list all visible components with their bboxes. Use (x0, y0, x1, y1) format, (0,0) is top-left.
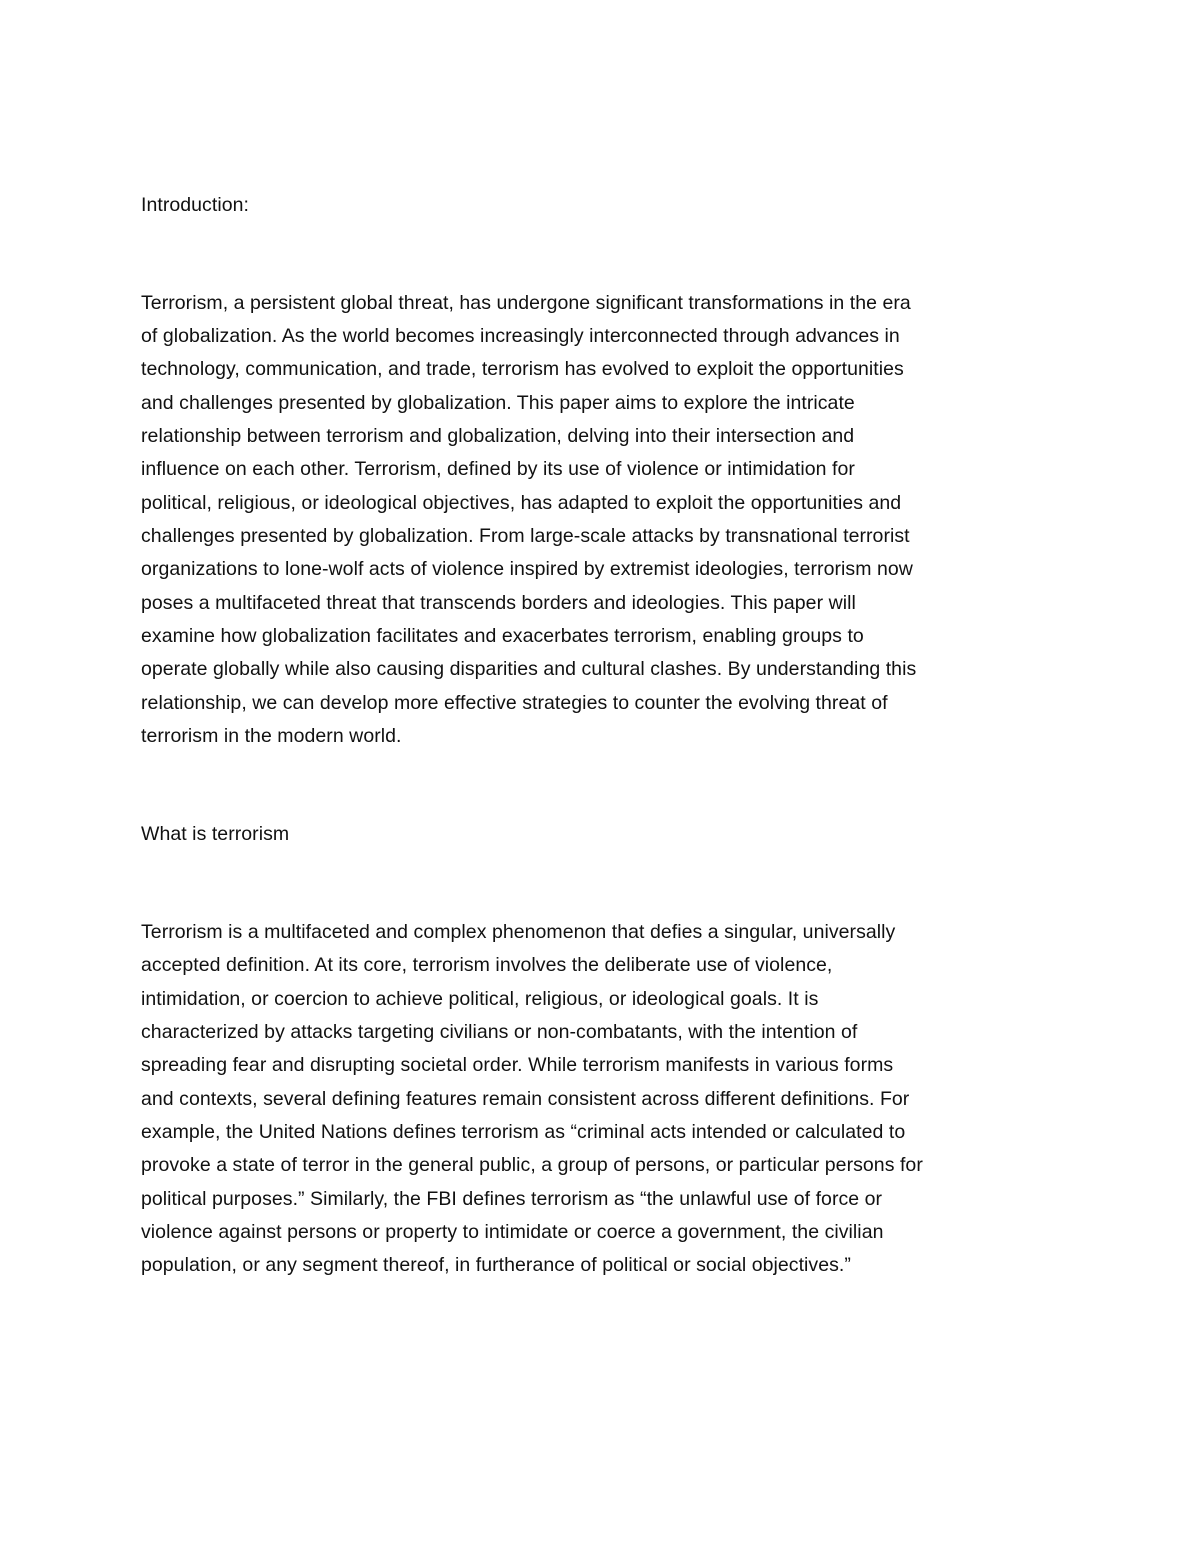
paragraph-line: accepted definition. At its core, terrorism involves the deliberate use of violence, (141, 954, 833, 976)
paragraph-line: examine how globalization facilitates and exacerbates terrorism, enabling groups to (141, 625, 864, 647)
paragraph-line: and contexts, several defining features remain consistent across different definitions. For (141, 1088, 910, 1110)
paragraph-line: operate globally while also causing disparities and cultural clashes. By understanding this (141, 658, 917, 680)
paragraph-line: technology, communication, and trade, terrorism has evolved to exploit the opportunities (141, 358, 904, 380)
paragraph-line: example, the United Nations defines terrorism as “criminal acts intended or calculated to (141, 1121, 906, 1143)
section-heading-what-is-terrorism: What is terrorism (141, 823, 290, 845)
paragraph-line: challenges presented by globalization. From large-scale attacks by transnational terrorist (141, 525, 910, 547)
paragraph-line: provoke a state of terror in the general public, a group of persons, or particular persons for (141, 1154, 923, 1176)
section-heading-introduction: Introduction: (141, 194, 249, 216)
paragraph-line: political, religious, or ideological objectives, has adapted to exploit the opportunities and (141, 492, 902, 514)
paragraph-line: intimidation, or coercion to achieve political, religious, or ideological goals. It is (141, 988, 819, 1010)
paragraph-line: characterized by attacks targeting civilians or non-combatants, with the intention of (141, 1021, 858, 1043)
paragraph-line: of globalization. As the world becomes increasingly interconnected through advances in (141, 325, 900, 347)
paragraph-line: relationship, we can develop more effective strategies to counter the evolving threat of (141, 692, 888, 714)
paragraph-line: Terrorism is a multifaceted and complex phenomenon that defies a singular, universally (141, 921, 896, 943)
paragraph-line: violence against persons or property to intimidate or coerce a government, the civilian (141, 1221, 884, 1243)
paragraph-line: relationship between terrorism and globalization, delving into their intersection and (141, 425, 855, 447)
paragraph-line: spreading fear and disrupting societal order. While terrorism manifests in various forms (141, 1054, 894, 1076)
paragraph-line: and challenges presented by globalization. This paper aims to explore the intricate (141, 392, 855, 414)
paragraph-line: population, or any segment thereof, in furtherance of political or social objectives.” (141, 1254, 851, 1276)
paragraph-line: influence on each other. Terrorism, defined by its use of violence or intimidation for (141, 458, 855, 480)
paragraph-line: organizations to lone-wolf acts of violence inspired by extremist ideologies, terrorism now (141, 558, 913, 580)
paragraph-line: poses a multifaceted threat that transcends borders and ideologies. This paper will (141, 592, 856, 614)
paragraph-line: Terrorism, a persistent global threat, has undergone significant transformations in the era (141, 292, 911, 314)
paragraph-line: terrorism in the modern world. (141, 725, 402, 747)
paragraph-line: political purposes.” Similarly, the FBI defines terrorism as “the unlawful use of force or (141, 1188, 883, 1210)
